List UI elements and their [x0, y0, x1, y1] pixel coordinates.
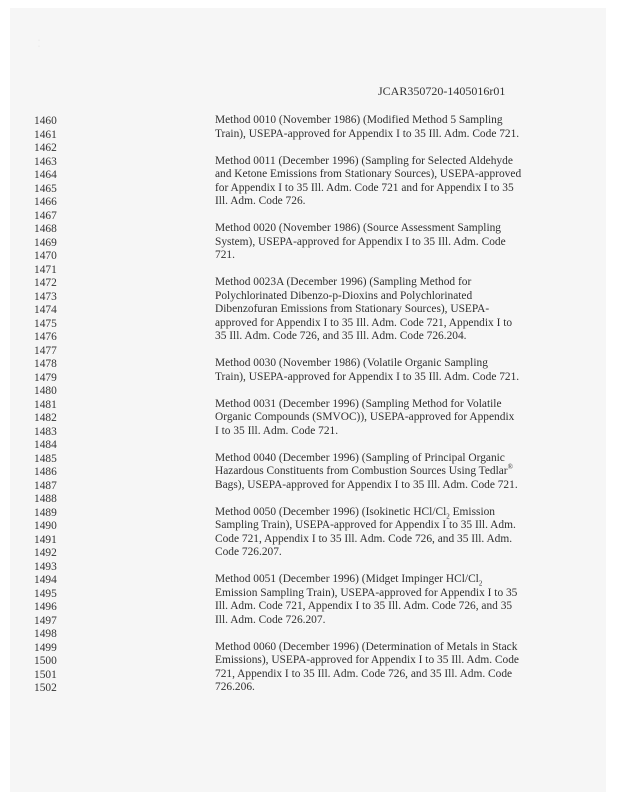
line-text: Code 726.207.: [215, 546, 282, 558]
line-number: 1500: [34, 655, 57, 667]
line-text: Method 0040 (December 1996) (Sampling of Principal Organic: [215, 451, 505, 464]
line-text: Method 0023A (December 1996) (Sampling Method for: [215, 276, 472, 288]
text-line: [215, 276, 555, 290]
line-number: 1463: [34, 155, 57, 168]
line-number: 1496: [34, 601, 57, 613]
line-number: 1480: [34, 385, 57, 397]
line-text: Train), USEPA-approved for Appendix I to 35 Ill. Adm. Code 721.: [215, 370, 520, 383]
method-paragraph: [215, 573, 555, 627]
line-text: Bags), USEPA-approved for Appendix I to 35 Ill. Adm. Code 721.: [215, 478, 518, 491]
line-number: 1473: [34, 290, 57, 303]
line-text: Code 721, Appendix I to 35 Ill. Adm. Code 726, and 35 Ill. Adm.: [215, 532, 513, 545]
document-body: [215, 114, 555, 708]
line-text: Method 0031 (December 1996) (Sampling Method for Volatile: [215, 397, 502, 410]
line-number: 1498: [34, 628, 57, 640]
line-number: 1476: [34, 331, 57, 343]
line-number: 1487: [34, 479, 57, 492]
line-number: 1489: [34, 506, 57, 519]
text-line: [215, 681, 555, 695]
line-number: 1475: [34, 317, 57, 330]
text-line: [215, 506, 555, 520]
line-text: Emission Sampling Train), USEPA-approved for Appendix I to 35: [215, 586, 518, 599]
line-number: 1477: [34, 344, 57, 357]
line-text: Organic Compounds (SMVOC)), USEPA-approved for Appendix: [215, 411, 515, 423]
scan-artifact: · ·: [38, 38, 58, 50]
method-paragraph: [215, 357, 555, 384]
text-line: [215, 533, 555, 547]
line-text: Emissions), USEPA-approved for Appendix I to 35 Ill. Adm. Code: [215, 654, 519, 666]
line-text: Sampling Train), USEPA-approved for Appendix I to 35 Ill. Adm.: [215, 519, 516, 531]
line-text: Method 0011 (December 1996) (Sampling for Selected Aldehyde: [215, 154, 513, 167]
method-paragraph: [215, 276, 555, 344]
line-number: 1465: [34, 182, 57, 195]
text-line: [215, 249, 555, 263]
text-line: [215, 452, 555, 466]
document-page: [10, 8, 606, 792]
text-line: [215, 546, 555, 560]
line-number: 1460: [34, 115, 57, 127]
line-number: 1470: [34, 250, 57, 262]
registered-mark: ®: [507, 463, 513, 472]
text-line: [215, 357, 555, 371]
line-text: Method 0020 (November 1986) (Source Assessment Sampling: [215, 222, 501, 234]
line-number: 1497: [34, 614, 57, 627]
line-number: 1502: [34, 682, 57, 694]
text-line: [215, 317, 555, 331]
line-number: 1461: [34, 128, 57, 141]
line-number: 1482: [34, 412, 57, 424]
text-line: [215, 155, 555, 169]
method-paragraph: [215, 222, 555, 263]
text-line: [215, 236, 555, 250]
line-text: approved for Appendix I to 35 Ill. Adm. Code 721, Appendix I to: [215, 316, 513, 329]
chemical-subscript: 2: [446, 511, 450, 520]
line-number: 1493: [34, 560, 57, 573]
line-text: 726.206.: [215, 681, 255, 693]
line-number: 1490: [34, 520, 57, 532]
text-line: [215, 573, 555, 587]
method-paragraph: [215, 641, 555, 695]
method-paragraph: [215, 452, 555, 493]
line-number: 1486: [34, 466, 57, 478]
line-number: 1492: [34, 547, 57, 559]
line-number: 1501: [34, 668, 57, 681]
text-line: [215, 425, 555, 439]
line-text: and Ketone Emissions from Stationary Sources), USEPA-approved: [215, 168, 522, 180]
line-text: 35 Ill. Adm. Code 726, and 35 Ill. Adm. Code 726.204.: [215, 330, 467, 342]
line-text: Train), USEPA-approved for Appendix I to 35 Ill. Adm. Code 721.: [215, 127, 520, 140]
text-line: [215, 398, 555, 412]
text-line: [215, 371, 555, 385]
line-text: Hazardous Constituents from Combustion Sources Using Tedlar: [215, 465, 508, 477]
text-line: [215, 519, 555, 533]
line-text: Method 0050 (December 1996) (Isokinetic HCl/Cl: [215, 505, 447, 518]
line-number: 1471: [34, 263, 57, 276]
text-line: [215, 465, 555, 479]
line-text: Method 0051 (December 1996) (Midget Impinger HCl/Cl: [215, 573, 479, 585]
method-paragraph: [215, 114, 555, 141]
line-number: 1472: [34, 277, 57, 289]
line-number: 1499: [34, 641, 57, 654]
document-id-header: JCAR350720-1405016r01: [378, 84, 506, 98]
line-text: System), USEPA-approved for Appendix I to 35 Ill. Adm. Code: [215, 235, 506, 248]
line-text: Ill. Adm. Code 726.: [215, 195, 306, 207]
line-number-column: [34, 115, 74, 696]
text-line: [215, 290, 555, 304]
text-line: [215, 114, 555, 128]
line-text: Ill. Adm. Code 721, Appendix I to 35 Ill. Adm. Code 726, and 35: [215, 600, 513, 612]
line-number: 1478: [34, 358, 57, 370]
text-line: [215, 479, 555, 493]
line-number: 1479: [34, 371, 57, 384]
line-text: Method 0060 (December 1996) (Determination of Metals in Stack: [215, 640, 518, 653]
line-number: 1484: [34, 439, 57, 451]
line-number: 1464: [34, 169, 57, 181]
line-number: 1491: [34, 533, 57, 546]
line-text: Ill. Adm. Code 726.207.: [215, 613, 326, 626]
line-text: Polychlorinated Dibenzo-p-Dioxins and Polychlorinated: [215, 289, 473, 302]
line-text: I to 35 Ill. Adm. Code 721.: [215, 424, 339, 437]
text-line: [215, 411, 555, 425]
line-number: 1483: [34, 425, 57, 438]
method-paragraph: [215, 398, 555, 439]
line-number: 1485: [34, 452, 57, 465]
text-line: [215, 222, 555, 236]
method-paragraph: [215, 506, 555, 560]
text-line: [215, 195, 555, 209]
line-text-continued: Emission: [449, 505, 496, 518]
line-text: 721, Appendix I to 35 Ill. Adm. Code 726, and 35 Ill. Adm. Code: [215, 667, 513, 680]
text-line: [215, 303, 555, 317]
line-text: 721.: [215, 249, 235, 261]
chemical-subscript: 2: [478, 579, 483, 588]
line-number: 1495: [34, 587, 57, 600]
line-text: Method 0030 (November 1986) (Volatile Organic Sampling: [215, 357, 488, 369]
text-line: [215, 600, 555, 614]
line-number: 1474: [34, 304, 57, 316]
line-number: 1462: [34, 142, 57, 154]
text-line: [215, 128, 555, 142]
line-number: 1467: [34, 209, 57, 222]
line-number: 1466: [34, 196, 57, 208]
text-line: [215, 654, 555, 668]
text-line: [215, 587, 555, 601]
text-line: [215, 330, 555, 344]
line-number: 1481: [34, 398, 57, 411]
line-number: 1494: [34, 574, 57, 586]
text-line: [215, 182, 555, 196]
text-line: [215, 168, 555, 182]
line-number: 1468: [34, 223, 57, 235]
line-text: for Appendix I to 35 Ill. Adm. Code 721 and for Appendix I to 35: [215, 181, 514, 194]
line-text: Method 0010 (November 1986) (Modified Method 5 Sampling: [215, 114, 503, 126]
text-line: [215, 668, 555, 682]
method-paragraph: [215, 155, 555, 209]
text-line: [215, 641, 555, 655]
line-number: 1488: [34, 493, 57, 505]
line-text: Dibenzofuran Emissions from Stationary Sources), USEPA-: [215, 303, 490, 315]
line-number: 1469: [34, 236, 57, 249]
text-line: [215, 614, 555, 628]
